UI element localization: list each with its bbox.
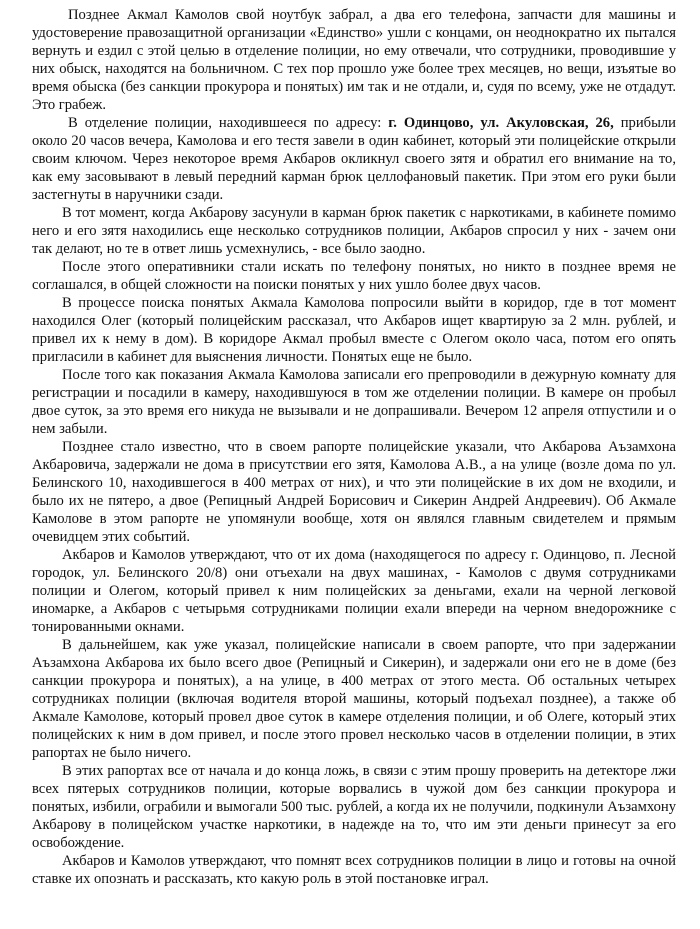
paragraph-3: В тот момент, когда Акбарову засунули в карман брюк пакетик с наркотиками, в кабинете помимо него и его зятя находились еще несколько сотрудников полиции, Акбаров спросил у них - зачем они так делают, но те в ответ лишь усмехнулись, - все было заодно. — [32, 205, 676, 257]
paragraph-4: После этого оперативники стали искать по телефону понятых, но никто в позднее время не соглашался, в общей сложности на поиски понятых у них ушло более двух часов. — [32, 259, 676, 293]
paragraph-10: В этих рапортах все от начала и до конца ложь, в связи с этим прошу проверить на детекторе лжи всех пятерых сотрудников полиции, которые ворвались в чужой дом без санкции прокурора и понятых, избили, ограбили и вымогали 500 тыс. рублей, а когда их не получили, подкинули Аъзамхону Акбарову в полицейском участке наркотики, в надежде на то, что им эти деньги принесут за его освобождение. — [32, 763, 676, 851]
paragraph-11: Акбаров и Камолов утверждают, что помнят всех сотрудников полиции в лицо и готовы на очной ставке их опознать и рассказать, кто какую роль в этой постановке играл. — [32, 853, 676, 887]
paragraph-7: Позднее стало известно, что в своем рапорте полицейские указали, что Акбарова Аъзамхона Акбаровича, задержали не дома в присутствии его зятя, Камолова А.В., а на улице (возле дома по ул. Белинского 10, находившегося в 400 метрах от них), и что эти полицейские в их дом не входили, и было их не пятеро, а двое (Репицный Андрей Борисович и Сикерин Андрей Андреевич). Об Акмале Камолове в этом рапорте не упомянули вообще, хотя он являлся главным свидетелем и прямым очевидцем этих событий. — [32, 439, 676, 545]
paragraph-5: В процессе поиска понятых Акмала Камолова попросили выйти в коридор, где в тот момент находился Олег (который полицейским рассказал, что Акбаров ищет квартирую за 2 млн. рублей, и привел их к нему в дом). В коридоре Акмал пробыл вместе с Олегом около часа, потом его опять пригласили в кабинет для выяснения личности. Понятых еще не было. — [32, 295, 676, 365]
paragraph-2-text-before: В отделение полиции, находившееся по адресу: — [68, 115, 389, 131]
paragraph-9: В дальнейшем, как уже указал, полицейские написали в своем рапорте, что при задержании Аъзамхона Акбарова их было всего двое (Репицный и Сикерин), и задержали они его не в доме (без санкции прокурора и понятых), а на улице, в 400 метрах от этого места. Об остальных четырех сотрудниках полиции (включая водителя второй машины, который подъехал позднее), а также об Акмале Камолове, который провел двое суток в камере отделения полиции, и об Олеге, который этих полицейских к ним в дом привел, и после этого провел несколько часов в отделении полиции, в этих рапортах не было ничего. — [32, 637, 676, 761]
paragraph-1: Позднее Акмал Камолов свой ноутбук забрал, а два его телефона, запчасти для машины и удостоверение правозащитной организации «Единство» ушли с концами, он неоднократно их пытался вернуть и ездил с этой целью в отделение полиции, но ему отвечали, что сотрудники, проводившие у них обыск, находятся на больничном. С тех пор прошло уже более трех месяцев, но вещи, изъятые во время обыска (без санкции прокурора и понятых) им так и не отдали, и, судя по всему, уже не отдадут. Это грабеж. — [32, 7, 676, 113]
paragraph-2-text-after: прибыли около 20 часов вечера, Камолова и его тестя завели в один кабинет, который эти полицейские открыли своим ключом. Через некоторое время Акбаров окликнул своего зятя и обратил его внимание на то, как ему засовывают в левый передний карман брюк целлофановый пакетик. При этом его руки были застегнуты в наручники сзади. — [32, 115, 676, 203]
paragraph-6: После того как показания Акмала Камолова записали его препроводили в дежурную комнату для регистрации и посадили в камеру, находившуюся в том же отделении полиции. В камере он пробыл двое суток, за это время его никуда не вызывали и не допрашивали. Вечером 12 апреля отпустили и о нем забыли. — [32, 367, 676, 437]
paragraph-2 — [32, 114, 676, 204]
paragraph-8: Акбаров и Камолов утверждают, что от их дома (находящегося по адресу г. Одинцово, п. Лесной городок, ул. Белинского 20/8) они отъехали на двух машинах, - Камолов с двумя сотрудниками полиции и Олегом, который привел к ним полицейских за деньгами, ехали на черной легковой иномарке, а Акбаров с четырьмя сотрудниками полиции ехали впереди на черном внедорожнике с тонированными окнами. — [32, 547, 676, 635]
police-station-address: г. Одинцово, ул. Акуловская, 26, — [388, 115, 614, 131]
